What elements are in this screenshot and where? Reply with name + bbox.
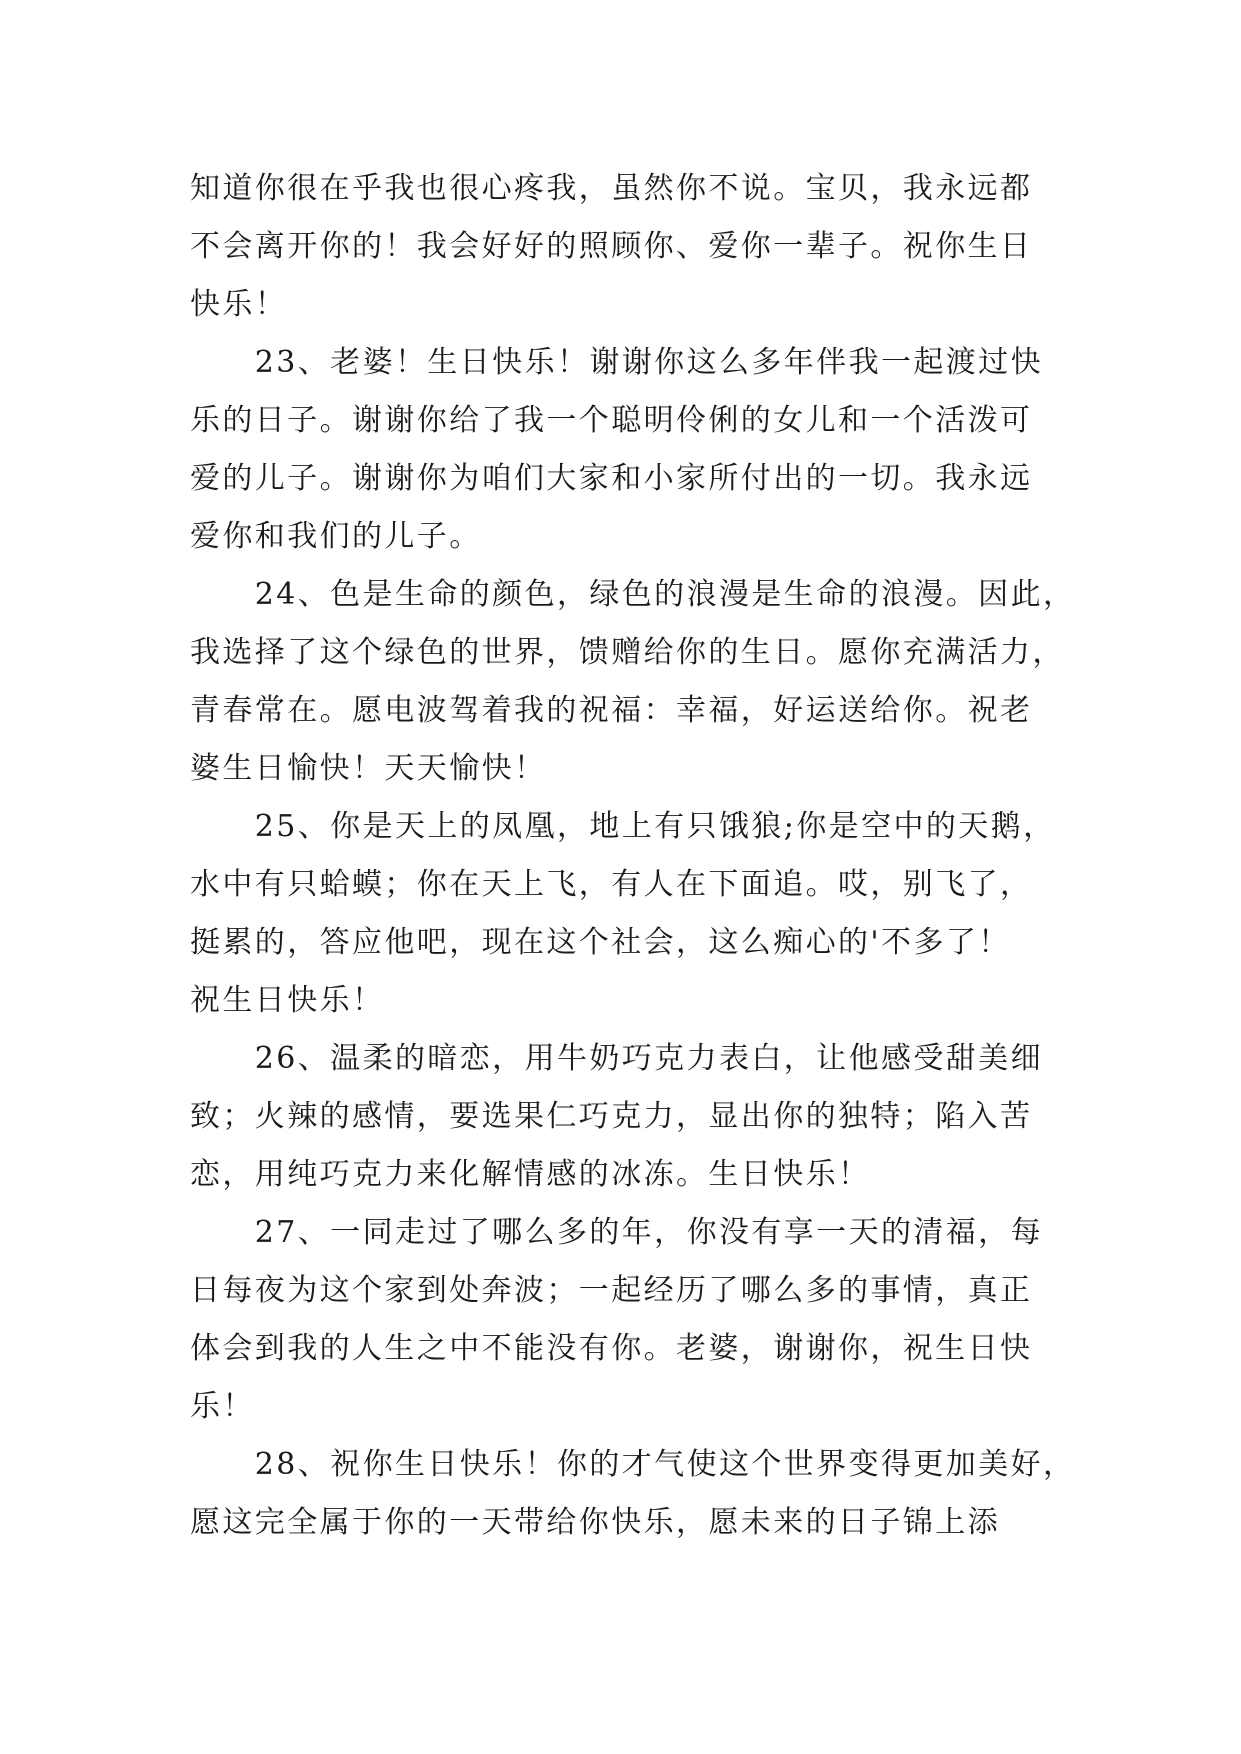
text-line: 爱的儿子。谢谢你为咱们大家和小家所付出的一切。我永远 — [190, 461, 1033, 496]
paragraph-start-25: 25、你是天上的凤凰，地上有只饿狼;你是空中的天鹅， — [190, 809, 1056, 844]
text-line: 体会到我的人生之中不能没有你。老婆，谢谢你，祝生日快 — [190, 1331, 1033, 1366]
text-line: 我选择了这个绿色的世界，馈赠给你的生日。愿你充满活力， — [190, 635, 1065, 670]
text-line: 致；火辣的感情，要选果仁巧克力，显出你的独特；陷入苦 — [190, 1099, 1033, 1134]
text-line: 青春常在。愿电波驾着我的祝福：幸福，好运送给你。祝老 — [190, 693, 1033, 728]
paragraph-start-27: 27、一同走过了哪么多的年，你没有享一天的清福，每 — [190, 1215, 1043, 1250]
paragraph-start-24: 24、色是生命的颜色，绿色的浪漫是生命的浪漫。因此， — [190, 577, 1076, 612]
paragraph-start-23: 23、老婆！生日快乐！谢谢你这么多年伴我一起渡过快 — [190, 345, 1043, 380]
text-line: 知道你很在乎我也很心疼我，虽然你不说。宝贝，我永远都 — [190, 171, 1033, 206]
text-line: 爱你和我们的儿子。 — [190, 519, 482, 554]
paragraph-start-28: 28、祝你生日快乐！你的才气使这个世界变得更加美好， — [190, 1447, 1076, 1482]
text-line: 水中有只蛤蟆；你在天上飞，有人在下面追。哎，别飞了， — [190, 867, 1033, 902]
text-line: 祝生日快乐！ — [190, 983, 385, 1018]
text-line: 快乐！ — [190, 287, 288, 322]
text-line: 不会离开你的！我会好好的照顾你、爱你一辈子。祝你生日 — [190, 229, 1033, 264]
text-line: 愿这完全属于你的一天带给你快乐，愿未来的日子锦上添 — [190, 1505, 1000, 1540]
text-line: 日每夜为这个家到处奔波；一起经历了哪么多的事情，真正 — [190, 1273, 1033, 1308]
text-line: 婆生日愉快！天天愉快！ — [190, 751, 547, 786]
paragraph-start-26: 26、温柔的暗恋，用牛奶巧克力表白，让他感受甜美细 — [190, 1041, 1043, 1076]
text-line: 乐！ — [190, 1389, 255, 1424]
text-line: 乐的日子。谢谢你给了我一个聪明伶俐的女儿和一个活泼可 — [190, 403, 1033, 438]
text-line: 恋，用纯巧克力来化解情感的冰冻。生日快乐！ — [190, 1157, 871, 1192]
document-body — [190, 160, 1076, 1552]
text-line: 挺累的，答应他吧，现在这个社会，这么痴心的'不多了！ — [190, 925, 1011, 960]
